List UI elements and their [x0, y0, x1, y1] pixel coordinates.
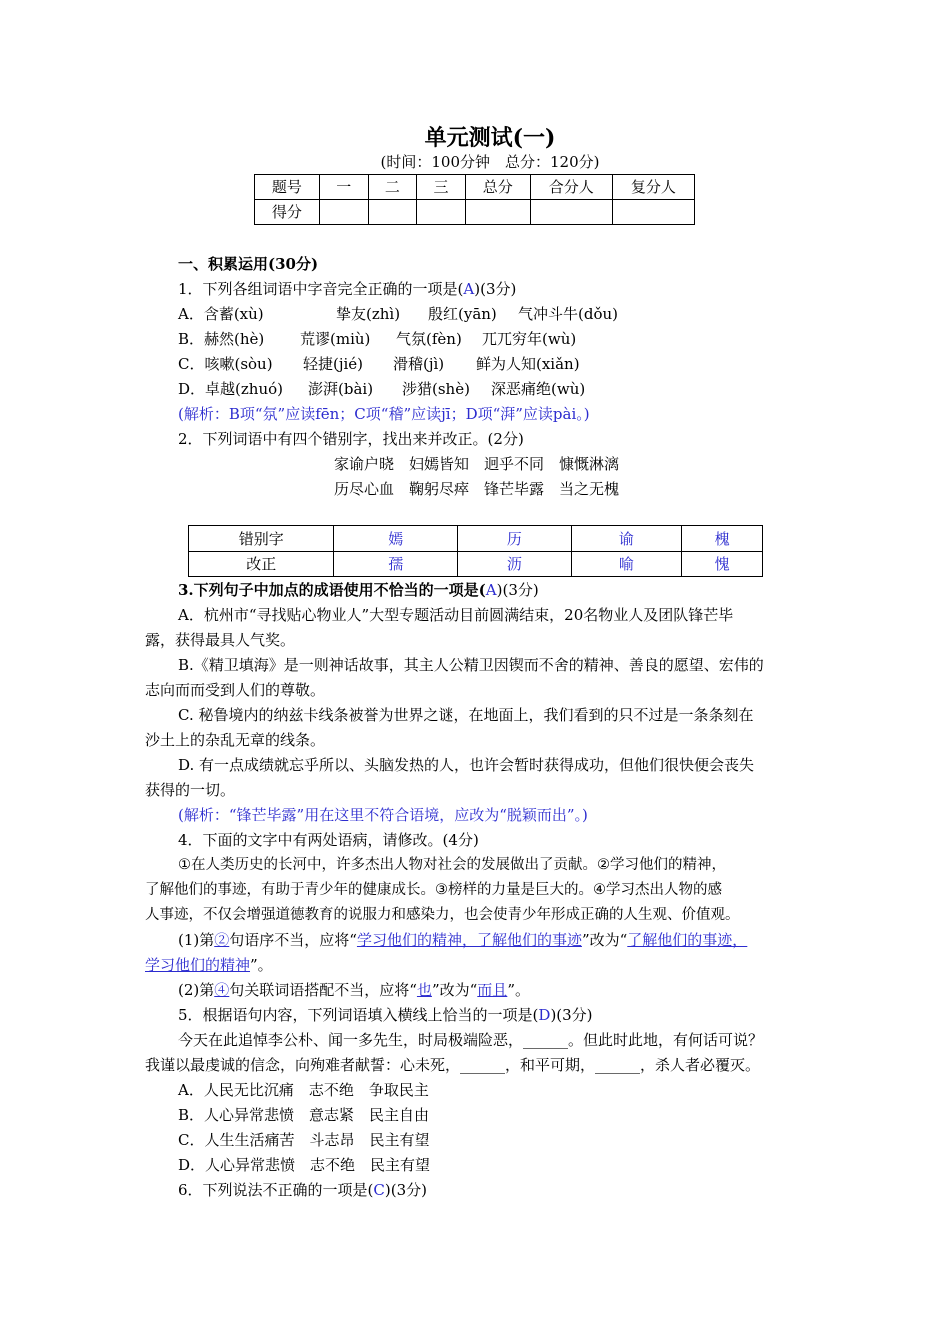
q4-a2-end: ”。 — [507, 981, 530, 999]
q4-a1-end: ”。 — [250, 956, 273, 974]
q6-stem-pre: 6．下列说法不正确的一项是( — [178, 1181, 374, 1199]
q4-passage-line1: ①在人类历史的长河中，许多杰出人物对社会的发展做出了贡献。②学习他们的精神， — [178, 857, 726, 873]
q4-a2-pre: (2)第 — [178, 981, 215, 999]
q1-b-word: 兀兀穷年(wù) — [482, 330, 577, 348]
q2-wrong-char: 历 — [458, 526, 572, 552]
q5-option-c: C．人生生活痛苦 斗志昂 民主有望 — [178, 1131, 430, 1149]
q4-a1-from: 学习他们的精神，了解他们的事迹 — [356, 931, 582, 949]
q1-analysis: (解析：B项“氛”应读fēn；C项“稽”应读jī；D项“湃”应读pài。) — [178, 405, 590, 423]
q1-option-c — [178, 354, 580, 374]
q3-stem-pre: 3.下列句子中加点的成语使用不恰当的一项是( — [178, 581, 486, 599]
q3-option-a-line2: 露，获得最具人气奖。 — [145, 631, 296, 649]
score-input-cell[interactable] — [368, 200, 417, 225]
q4-a2-mid: 句关联词语搭配不当，应将“ — [229, 981, 417, 999]
q2-fix-row — [189, 552, 763, 577]
score-input-cell[interactable] — [319, 200, 368, 225]
q3-option-d-line1: D. 有一点成绩就忘乎所以、头脑发热的人，也许会暂时获得成功，但他们很快便会丧失 — [178, 756, 755, 774]
q1-a-word: 殷红(yān) — [428, 305, 497, 323]
q1-d-word: 澎湃(bài) — [308, 380, 374, 398]
q5-option-d: D．人心异常悲愤 志不绝 民主有望 — [178, 1156, 431, 1174]
q2-fix-char: 愧 — [682, 552, 763, 577]
q1-a-word: 挚友(zhì) — [336, 305, 401, 323]
q5-passage-line1: 今天在此追悼李公朴、闻一多先生，时局极端险恶，______。但此时此地，有何话可说？ — [178, 1031, 764, 1049]
q2-word-row: 家谕户晓 妇嫣皆知 迥乎不同 慷慨淋漓 — [334, 455, 620, 473]
page-subtitle: (时间：100分钟 总分：120分) — [380, 153, 600, 171]
q1-d-word: D．卓越(zhuó) — [178, 380, 283, 398]
q1-stem-pre: 1．下列各组词语中字音完全正确的一项是( — [178, 280, 464, 298]
q5-answer: D — [538, 1006, 551, 1024]
score-header-cell: 一 — [319, 175, 368, 200]
q6-stem-post: )(3分) — [384, 1181, 427, 1199]
q2-stem: 2．下列词语中有四个错别字，找出来并改正。(2分) — [178, 430, 524, 448]
q2-wrong-char: 槐 — [682, 526, 763, 552]
q1-d-word: 涉猎(shè) — [402, 380, 470, 398]
q4-answer-1-cont — [145, 955, 273, 975]
score-input-cell[interactable] — [465, 200, 530, 225]
q4-a2-mid2: ”改为“ — [431, 981, 478, 999]
q2-fix-char: 沥 — [458, 552, 572, 577]
q2-answer-table — [188, 525, 763, 577]
q5-passage-line2: 我谨以最虔诚的信念，向殉难者献誓：心未死，______，和平可期，______，杀人者必覆灭。 — [145, 1056, 761, 1074]
score-input-cell[interactable] — [530, 200, 612, 225]
score-header-cell: 总分 — [465, 175, 530, 200]
q4-stem: 4．下面的文字中有两处语病，请修改。(4分) — [178, 831, 479, 849]
q2-wrong-char: 嫣 — [334, 526, 458, 552]
q2-word-row: 历尽心血 鞠躬尽瘁 锋芒毕露 当之无槐 — [334, 480, 620, 498]
q1-a-word: A．含蓄(xù) — [178, 305, 264, 323]
q4-passage-line2: 了解他们的事迹，有助于青少年的健康成长。③榜样的力量是巨大的。④学习杰出人物的感 — [145, 882, 722, 898]
q4-answer-2 — [178, 980, 530, 1000]
q4-a1-to: 了解他们的事迹， — [627, 931, 748, 949]
q5-stem-post: )(3分) — [550, 1006, 593, 1024]
score-header-cell: 二 — [368, 175, 417, 200]
q2-fix-char: 喻 — [571, 552, 682, 577]
q1-c-word: 鲜为人知(xiǎn) — [476, 355, 580, 373]
section-heading: 一、积累运用(30分) — [178, 255, 319, 273]
q3-option-a-line1: A．杭州市“寻找贴心物业人”大型专题活动目前圆满结束，20名物业人及团队锋芒毕 — [178, 606, 734, 624]
q2-wrong-row — [189, 526, 763, 552]
q1-stem-post: )(3分) — [474, 280, 517, 298]
q3-answer: A — [485, 581, 497, 599]
score-table-score-row — [255, 200, 695, 225]
q3-stem — [178, 580, 539, 600]
q1-c-word: 轻捷(jié) — [303, 355, 364, 373]
q5-option-b: B．人心异常悲愤 意志紧 民主自由 — [178, 1106, 430, 1124]
q4-a2-from: 也 — [416, 981, 432, 999]
q1-option-b — [178, 329, 576, 349]
q6-answer: C — [373, 1181, 385, 1199]
score-input-cell[interactable] — [612, 200, 694, 225]
page-title: 单元测试(一) — [424, 125, 556, 151]
q6-stem — [178, 1180, 427, 1200]
score-header-cell: 复分人 — [612, 175, 694, 200]
score-table — [254, 174, 695, 225]
q4-a2-to: 而且 — [477, 981, 508, 999]
q2-fix-label: 改正 — [189, 552, 334, 577]
q1-b-word: B．赫然(hè) — [178, 330, 265, 348]
q1-b-word: 气氛(fèn) — [396, 330, 462, 348]
q3-analysis: (解析：“锋芒毕露”用在这里不符合语境，应改为“脱颖而出”。) — [178, 806, 588, 824]
score-header-cell: 三 — [417, 175, 466, 200]
q3-option-c-line1: C. 秘鲁境内的纳兹卡线条被誉为世界之谜，在地面上，我们看到的只不过是一条条刻在 — [178, 706, 754, 724]
q1-stem — [178, 279, 516, 299]
q1-answer: A — [463, 280, 475, 298]
score-header-cell: 题号 — [255, 175, 320, 200]
q1-c-word: C．咳嗽(sòu) — [178, 355, 273, 373]
q3-option-c-line2: 沙土上的杂乱无章的线条。 — [145, 731, 326, 749]
q3-option-b-line1: B.《精卫填海》是一则神话故事，其主人公精卫因锲而不舍的精神、善良的愿望、宏伟的 — [178, 656, 764, 674]
q2-wrong-char: 谕 — [571, 526, 682, 552]
q1-a-word: 气冲斗牛(dǒu) — [518, 305, 618, 323]
q3-option-b-line2: 志向而而受到人们的尊敬。 — [145, 681, 326, 699]
q5-option-a: A．人民无比沉痛 志不绝 争取民主 — [178, 1081, 429, 1099]
q4-answer-1 — [178, 930, 747, 950]
q1-option-a — [178, 304, 618, 324]
q3-option-d-line2: 获得的一切。 — [145, 781, 236, 799]
q4-a1-to-cont: 学习他们的精神 — [145, 956, 251, 974]
score-header-cell: 合分人 — [530, 175, 612, 200]
score-input-cell[interactable] — [417, 200, 466, 225]
q1-option-d — [178, 379, 585, 399]
q4-a1-mid2: ”改为“ — [581, 931, 628, 949]
score-table-header-row — [255, 175, 695, 200]
q1-d-word: 深恶痛绝(wù) — [491, 380, 586, 398]
q5-stem-pre: 5．根据语句内容，下列词语填入横线上恰当的一项是( — [178, 1006, 539, 1024]
q5-stem — [178, 1005, 593, 1025]
score-row-label: 得分 — [255, 200, 320, 225]
q4-passage-line3: 人事迹，不仅会增强道德教育的说服力和感染力，也会使青少年形成正确的人生观、价值观。 — [145, 907, 740, 923]
q4-a1-pre: (1)第 — [178, 931, 215, 949]
q2-fix-char: 孺 — [334, 552, 458, 577]
q4-a1-mid: 句语序不当，应将“ — [229, 931, 357, 949]
q1-b-word: 荒谬(miù) — [300, 330, 371, 348]
q4-a1-num: ② — [214, 931, 230, 949]
q1-c-word: 滑稽(jì) — [393, 355, 445, 373]
q4-a2-num: ④ — [214, 981, 230, 999]
q3-stem-post: )(3分) — [496, 581, 539, 599]
q2-wrong-label: 错别字 — [189, 526, 334, 552]
